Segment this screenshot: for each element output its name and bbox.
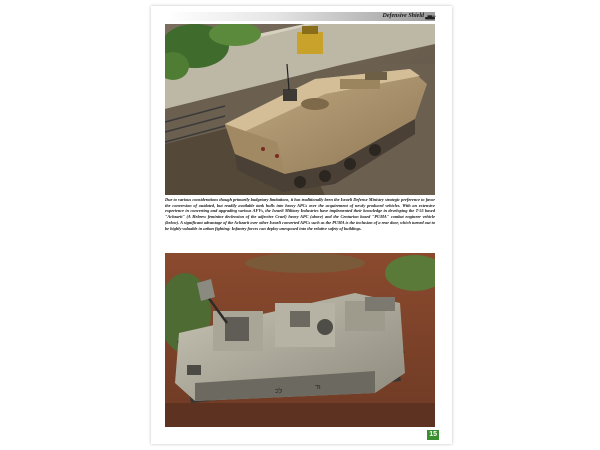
apc-overhead-photo-icon	[165, 253, 435, 427]
tank-icon	[424, 14, 436, 20]
svg-text:וד: וד	[315, 384, 321, 391]
photo-apc-overhead	[165, 253, 435, 427]
page-number: 15	[429, 431, 437, 438]
photo-caption: Due to various considerations though primarily budgetary limitations, it has traditionally been the Israeli Defense Ministry strategic preference to favor the conversion of outdated, but readily available tank hulls into heavy APCs over the acquirement of newly produced vehicles. With an extensive experience in converting and upgrading various AFVs, the Israeli Military Industries have implemented their knowledge in developing the T-55 based "Achzarit" (A Hebrew feminine declension of the adjective Cruel) heavy APC (above) and the Centurion based "PUMA" combat engineer vehicle (below). A significant advantage of the Achzarit over other Israeli converted APCs such as the PUMA is the inclusion of a rear door, which turned out to be highly valuable in urban fighting: Infantry forces can deploy unexposed into the relative safety of buildings.	[165, 197, 435, 231]
photo-apc-street	[165, 24, 435, 195]
svg-text:לכ: לכ	[275, 388, 283, 395]
apc-street-photo-icon	[165, 24, 435, 195]
header-title: Defensive Shield	[382, 13, 424, 19]
book-page	[151, 6, 452, 444]
